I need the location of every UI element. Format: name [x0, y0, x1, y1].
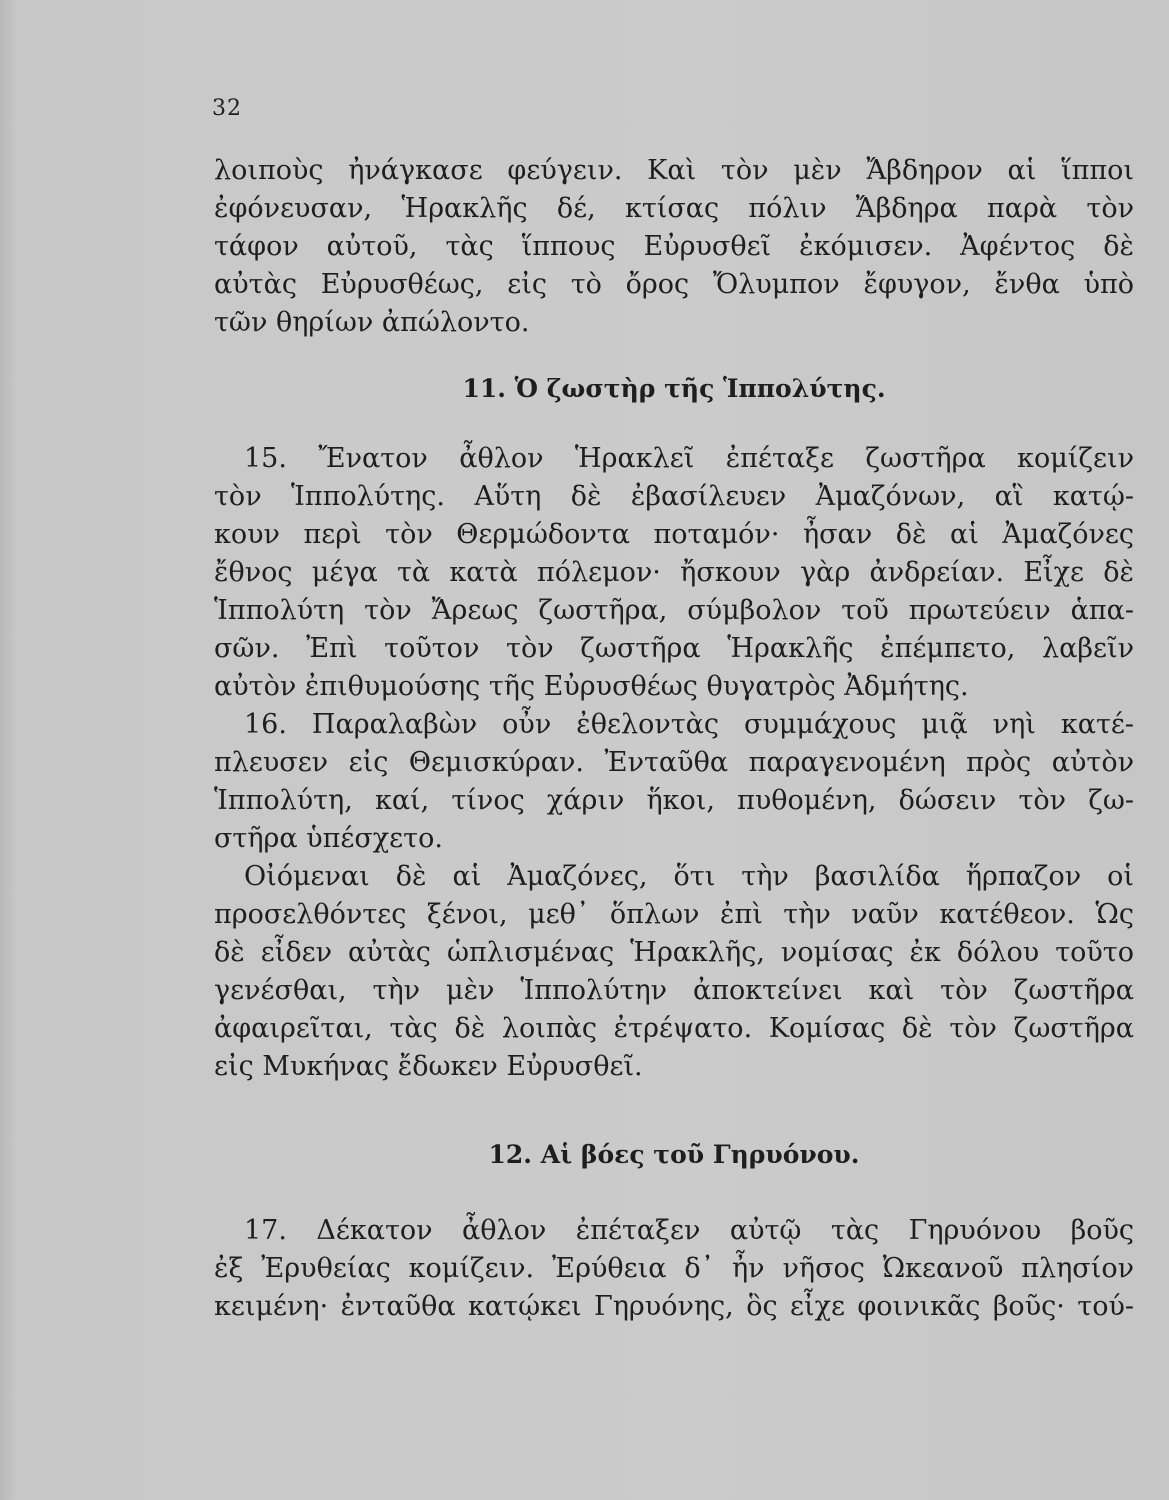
paragraph [214, 440, 1134, 706]
text-line: Ἱππολύτη τὸν Ἄρεως ζωστῆρα, σύμβολον τοῦ πρωτεύειν ἁπα- [214, 595, 1134, 626]
text-line: σῶν. Ἐπὶ τοῦτον τὸν ζωστῆρα Ἡρακλῆς ἐπέμπετο, λαβεῖν [214, 633, 1134, 664]
text-line: κειμένη· ἐνταῦθα κατῴκει Γηρυόνης, ὃς εἶχε φοινικᾶς βοῦς· τού- [214, 1291, 1134, 1322]
text-line: κουν περὶ τὸν Θερμώδοντα ποταμόν· ἦσαν δὲ αἱ Ἀμαζόνες [214, 519, 1134, 550]
text-line: Οἰόμεναι δὲ αἱ Ἀμαζόνες, ὅτι τὴν βασιλίδα ἥρπαζον οἱ [244, 861, 1134, 892]
text-line: εἰς Μυκήνας ἔδωκεν Εὐρυσθεῖ. [214, 1051, 643, 1082]
text-line: δὲ εἶδεν αὐτὰς ὡπλισμένας Ἡρακλῆς, νομίσας ἐκ δόλου τοῦτο [214, 937, 1134, 968]
text-line: αὐτὸν ἐπιθυμούσης τῆς Εὐρυσθέως θυγατρὸς Ἀδμήτης. [214, 671, 969, 702]
text-line: τῶν θηρίων ἀπώλοντο. [214, 307, 530, 338]
text-line: προσελθόντες ξένοι, μεθ᾽ ὅπλων ἐπὶ τὴν ναῦν κατέθεον. Ὡς [214, 899, 1134, 930]
text-line: 16. Παραλαβὼν οὖν ἐθελοντὰς συμμάχους μιᾷ νηὶ κατέ- [244, 709, 1134, 740]
section-heading: 11. Ὁ ζωστὴρ τῆς Ἱππολύτης. [462, 374, 886, 403]
text-line: 17. Δέκατον ἆθλον ἐπέταξεν αὐτῷ τὰς Γηρυόνου βοῦς [244, 1215, 1134, 1246]
paragraph [214, 1212, 1134, 1326]
text-line: τὸν Ἱππολύτης. Αὕτη δὲ ἐβασίλευεν Ἀμαζόνων, αἳ κατῴ- [214, 481, 1134, 512]
text-line: ἐξ Ἐρυθείας κομίζειν. Ἐρύθεια δ᾽ ἦν νῆσος Ὠκεανοῦ πλησίον [214, 1253, 1134, 1284]
paragraph [214, 152, 1134, 342]
text-line: 15. Ἔνατον ἆθλον Ἡρακλεῖ ἐπέταξε ζωστῆρα κομίζειν [244, 443, 1134, 474]
text-line: ἀφαιρεῖται, τὰς δὲ λοιπὰς ἐτρέψατο. Κομίσας δὲ τὸν ζωστῆρα [214, 1013, 1134, 1044]
text-line: αὐτὰς Εὐρυσθέως, εἰς τὸ ὄρος Ὄλυμπον ἔφυγον, ἔνθα ὑπὸ [214, 269, 1134, 300]
text-line: στῆρα ὑπέσχετο. [214, 823, 443, 854]
page-body [214, 152, 1134, 1326]
text-line: ἔθνος μέγα τὰ κατὰ πόλεμον· ἤσκουν γὰρ ἀνδρείαν. Εἶχε δὲ [214, 557, 1134, 588]
text-line: Ἱππολύτη, καί, τίνος χάριν ἥκοι, πυθομένη, δώσειν τὸν ζω- [214, 785, 1134, 816]
section-heading: 12. Αἱ βόες τοῦ Γηρυόνου. [488, 1140, 860, 1169]
text-line: τάφον αὐτοῦ, τὰς ἵππους Εὐρυσθεῖ ἐκόμισεν. Ἀφέντος δὲ [214, 231, 1134, 262]
text-line: πλευσεν εἰς Θεμισκύραν. Ἐνταῦθα παραγενομένη πρὸς αὐτὸν [214, 747, 1134, 778]
paragraph [214, 706, 1134, 858]
text-line: ἐφόνευσαν, Ἡρακλῆς δέ, κτίσας πόλιν Ἄβδηρα παρὰ τὸν [214, 193, 1134, 224]
paragraph [214, 858, 1134, 1086]
text-line: λοιποὺς ἠνάγκασε φεύγειν. Καὶ τὸν μὲν Ἄβδηρον αἱ ἵπποι [214, 155, 1134, 186]
text-line: γενέσθαι, τὴν μὲν Ἱππολύτην ἀποκτείνει καὶ τὸν ζωστῆρα [214, 975, 1134, 1006]
page-number: 32 [212, 96, 242, 121]
